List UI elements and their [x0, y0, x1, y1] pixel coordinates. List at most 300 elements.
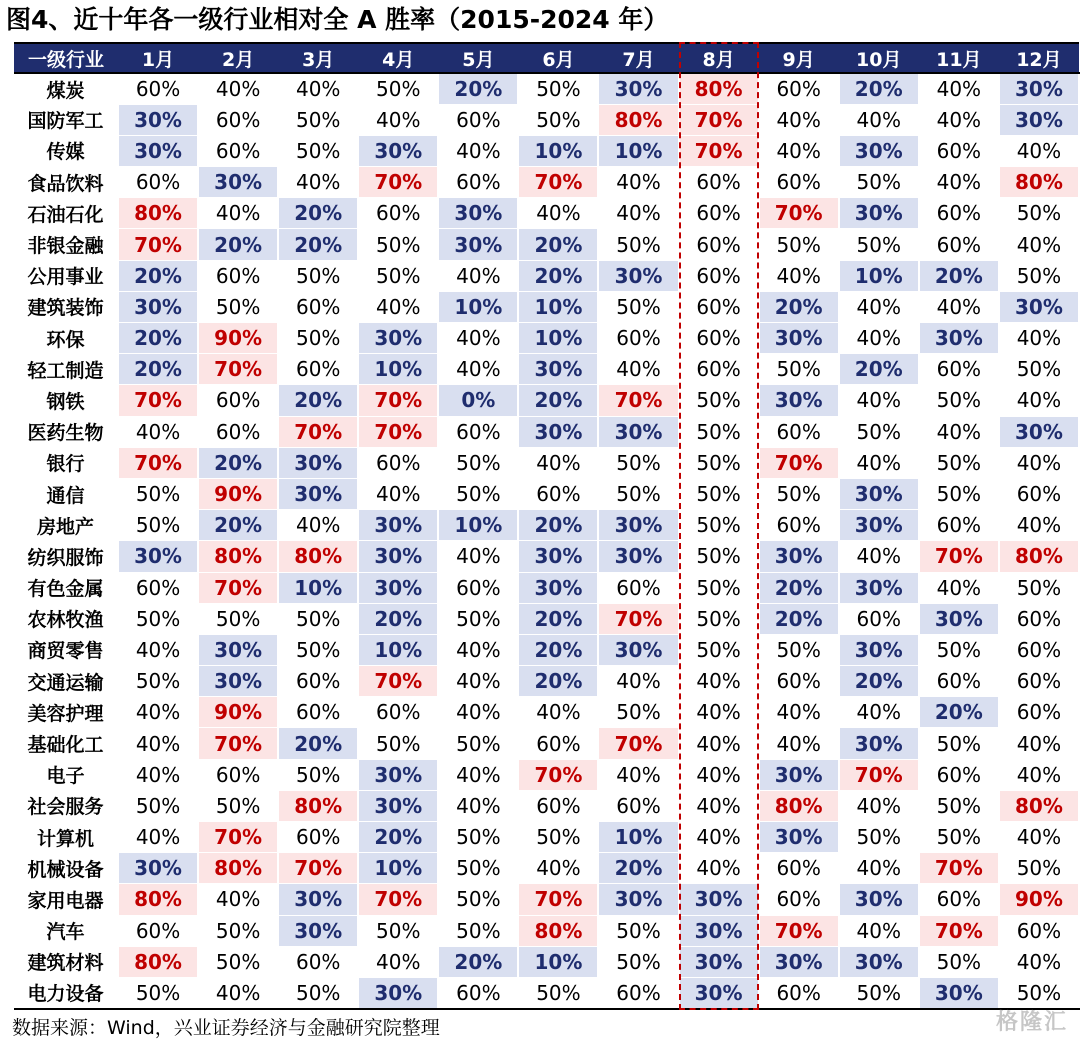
win-rate-cell: 50%	[438, 915, 518, 946]
win-rate-cell: 30%	[118, 135, 198, 166]
win-rate-cell: 80%	[198, 541, 278, 572]
win-rate-cell: 20%	[839, 666, 919, 697]
table-row	[14, 478, 1079, 509]
win-rate-cell: 30%	[358, 541, 438, 572]
table-row	[14, 73, 1079, 104]
win-rate-cell: 20%	[198, 229, 278, 260]
win-rate-cell: 30%	[358, 759, 438, 790]
win-rate-cell: 40%	[198, 884, 278, 915]
industry-name: 纺织服饰	[27, 546, 104, 569]
table-row	[14, 135, 1079, 166]
watermark-logo: 格隆汇	[995, 1010, 1068, 1035]
win-rate-cell: 50%	[118, 510, 198, 541]
win-rate-cell: 60%	[358, 198, 438, 229]
win-rate-cell: 80%	[999, 167, 1079, 198]
win-rate-cell: 40%	[118, 822, 198, 853]
win-rate-cell: 30%	[358, 135, 438, 166]
win-rate-cell: 70%	[278, 853, 358, 884]
win-rate-cell: 60%	[759, 73, 839, 104]
win-rate-cell: 60%	[919, 759, 999, 790]
win-rate-cell: 50%	[999, 977, 1079, 1008]
win-rate-cell: 20%	[759, 572, 839, 603]
win-rate-cell: 40%	[999, 447, 1079, 478]
win-rate-cell: 50%	[278, 104, 358, 135]
win-rate-cell: 60%	[198, 759, 278, 790]
table-row	[14, 323, 1079, 354]
win-rate-cell: 20%	[518, 603, 598, 634]
month-header: 8月	[679, 43, 759, 73]
win-rate-cell: 50%	[919, 790, 999, 821]
win-rate-cell: 30%	[598, 73, 678, 104]
win-rate-cell: 50%	[919, 634, 999, 665]
win-rate-cell: 30%	[438, 229, 518, 260]
win-rate-cell: 40%	[839, 447, 919, 478]
win-rate-cell: 50%	[198, 603, 278, 634]
win-rate-cell: 60%	[759, 510, 839, 541]
industry-name: 石油石化	[27, 203, 104, 226]
win-rate-cell: 30%	[839, 572, 919, 603]
win-rate-cell: 50%	[198, 790, 278, 821]
win-rate-cell: 70%	[518, 884, 598, 915]
win-rate-cell: 60%	[358, 447, 438, 478]
industry-name: 国防军工	[27, 110, 104, 133]
win-rate-cell: 50%	[679, 385, 759, 416]
table-row	[14, 447, 1079, 478]
win-rate-cell: 40%	[759, 104, 839, 135]
win-rate-cell: 60%	[278, 291, 358, 322]
month-header: 11月	[919, 43, 999, 73]
win-rate-cell: 50%	[679, 541, 759, 572]
win-rate-cell: 30%	[999, 291, 1079, 322]
win-rate-cell: 50%	[839, 167, 919, 198]
win-rate-cell: 20%	[118, 323, 198, 354]
win-rate-cell: 40%	[438, 759, 518, 790]
industry-name: 煤炭	[46, 79, 85, 102]
win-rate-cell: 60%	[438, 977, 518, 1008]
industry-name: 建筑装饰	[27, 297, 104, 320]
win-rate-cell: 40%	[759, 135, 839, 166]
win-rate-cell: 20%	[598, 853, 678, 884]
win-rate-cell: 60%	[598, 790, 678, 821]
win-rate-cell: 50%	[999, 572, 1079, 603]
industry-name: 基础化工	[27, 734, 104, 757]
win-rate-cell: 80%	[278, 541, 358, 572]
win-rate-cell: 50%	[759, 229, 839, 260]
month-header: 9月	[759, 43, 839, 73]
win-rate-cell: 30%	[839, 884, 919, 915]
win-rate-cell: 30%	[278, 447, 358, 478]
win-rate-cell: 50%	[919, 385, 999, 416]
win-rate-cell: 40%	[839, 853, 919, 884]
win-rate-cell: 40%	[438, 354, 518, 385]
win-rate-cell: 50%	[198, 946, 278, 977]
win-rate-cell: 30%	[839, 135, 919, 166]
win-rate-cell: 10%	[438, 510, 518, 541]
win-rate-cell: 50%	[919, 447, 999, 478]
win-rate-cell: 50%	[598, 946, 678, 977]
win-rate-cell: 50%	[118, 790, 198, 821]
industry-name: 交通运输	[27, 671, 104, 694]
win-rate-cell: 40%	[598, 666, 678, 697]
industry-name: 钢铁	[46, 390, 85, 413]
win-rate-cell: 60%	[358, 697, 438, 728]
table-row	[14, 884, 1079, 915]
win-rate-cell: 60%	[118, 73, 198, 104]
industry-name: 商贸零售	[27, 640, 104, 663]
industry-name: 电子	[46, 765, 85, 788]
industry-name: 机械设备	[27, 858, 104, 881]
win-rate-cell: 60%	[278, 354, 358, 385]
industry-name: 轻工制造	[27, 359, 104, 382]
win-rate-cell: 90%	[198, 478, 278, 509]
win-rate-cell: 20%	[759, 291, 839, 322]
win-rate-cell: 70%	[358, 666, 438, 697]
win-rate-cell: 40%	[919, 572, 999, 603]
chart-title: 图4、近十年各一级行业相对全 A 胜率（2015-2024 年）	[6, 5, 669, 34]
win-rate-cell: 60%	[919, 135, 999, 166]
industry-name: 传媒	[46, 141, 85, 164]
win-rate-cell: 50%	[518, 822, 598, 853]
win-rate-cell: 60%	[999, 915, 1079, 946]
win-rate-cell: 40%	[679, 697, 759, 728]
table-row	[14, 416, 1079, 447]
win-rate-cell: 20%	[118, 260, 198, 291]
win-rate-cell: 30%	[839, 634, 919, 665]
win-rate-cell: 30%	[278, 884, 358, 915]
win-rate-cell: 60%	[598, 572, 678, 603]
table-row	[14, 104, 1079, 135]
win-rate-cell: 20%	[839, 73, 919, 104]
win-rate-cell: 70%	[198, 728, 278, 759]
win-rate-cell: 30%	[919, 977, 999, 1008]
win-rate-cell: 40%	[278, 167, 358, 198]
win-rate-cell: 40%	[438, 634, 518, 665]
win-rate-cell: 30%	[198, 666, 278, 697]
win-rate-cell: 50%	[358, 260, 438, 291]
win-rate-cell: 30%	[198, 167, 278, 198]
table-row	[14, 510, 1079, 541]
table-row	[14, 229, 1079, 260]
win-rate-cell: 30%	[278, 915, 358, 946]
win-rate-cell: 60%	[438, 572, 518, 603]
win-rate-cell: 40%	[919, 416, 999, 447]
win-rate-cell: 40%	[759, 728, 839, 759]
table-row	[14, 853, 1079, 884]
win-rate-cell: 60%	[679, 354, 759, 385]
win-rate-cell: 30%	[438, 198, 518, 229]
win-rate-cell: 60%	[839, 603, 919, 634]
industry-name: 公用事业	[27, 266, 104, 289]
industry-name: 通信	[46, 484, 85, 507]
win-rate-cell: 70%	[118, 447, 198, 478]
win-rate-cell: 40%	[198, 198, 278, 229]
table-row	[14, 291, 1079, 322]
win-rate-cell: 50%	[118, 603, 198, 634]
win-rate-cell: 10%	[358, 853, 438, 884]
win-rate-cell: 50%	[598, 229, 678, 260]
win-rate-cell: 40%	[999, 229, 1079, 260]
win-rate-cell: 40%	[999, 728, 1079, 759]
win-rate-cell: 30%	[839, 728, 919, 759]
win-rate-cell: 50%	[438, 447, 518, 478]
table-row	[14, 260, 1079, 291]
win-rate-cell: 30%	[598, 884, 678, 915]
win-rate-cell: 50%	[999, 354, 1079, 385]
win-rate-cell: 60%	[518, 478, 598, 509]
win-rate-cell: 50%	[839, 416, 919, 447]
win-rate-cell: 50%	[999, 853, 1079, 884]
win-rate-cell: 40%	[518, 697, 598, 728]
month-header: 3月	[278, 43, 358, 73]
win-rate-cell: 40%	[278, 73, 358, 104]
win-rate-cell: 50%	[438, 822, 518, 853]
win-rate-cell: 70%	[759, 198, 839, 229]
win-rate-cell: 50%	[919, 946, 999, 977]
win-rate-cell: 50%	[118, 977, 198, 1008]
win-rate-cell: 60%	[679, 291, 759, 322]
win-rate-cell: 50%	[278, 323, 358, 354]
win-rate-cell: 80%	[118, 198, 198, 229]
win-rate-cell: 70%	[759, 915, 839, 946]
win-rate-cell: 50%	[759, 354, 839, 385]
win-rate-cell: 40%	[518, 198, 598, 229]
win-rate-cell: 50%	[839, 822, 919, 853]
win-rate-cell: 20%	[518, 260, 598, 291]
win-rate-cell: 30%	[358, 323, 438, 354]
win-rate-cell: 20%	[518, 229, 598, 260]
win-rate-cell: 60%	[919, 666, 999, 697]
table-row	[14, 946, 1079, 977]
win-rate-cell: 40%	[118, 728, 198, 759]
win-rate-cell: 60%	[999, 666, 1079, 697]
win-rate-cell: 60%	[759, 167, 839, 198]
month-header: 1月	[118, 43, 198, 73]
industry-name: 非银金融	[27, 235, 104, 258]
win-rate-cell: 40%	[518, 447, 598, 478]
win-rate-cell: 50%	[198, 291, 278, 322]
win-rate-cell: 60%	[759, 884, 839, 915]
win-rate-cell: 50%	[358, 73, 438, 104]
win-rate-cell: 80%	[999, 541, 1079, 572]
win-rate-cell: 50%	[759, 478, 839, 509]
table-row	[14, 634, 1079, 665]
win-rate-cell: 30%	[759, 759, 839, 790]
win-rate-cell: 40%	[518, 853, 598, 884]
win-rate-cell: 40%	[198, 977, 278, 1008]
win-rate-cell: 40%	[598, 198, 678, 229]
win-rate-cell: 60%	[999, 634, 1079, 665]
win-rate-cell: 50%	[358, 915, 438, 946]
win-rate-cell: 30%	[518, 541, 598, 572]
win-rate-cell: 70%	[518, 759, 598, 790]
win-rate-cell: 50%	[679, 572, 759, 603]
win-rate-cell: 30%	[679, 946, 759, 977]
win-rate-cell: 30%	[598, 510, 678, 541]
win-rate-cell: 60%	[679, 229, 759, 260]
month-header: 6月	[518, 43, 598, 73]
win-rate-cell: 40%	[839, 385, 919, 416]
win-rate-cell: 30%	[278, 478, 358, 509]
win-rate-cell: 40%	[118, 697, 198, 728]
win-rate-cell: 60%	[118, 572, 198, 603]
table-row	[14, 915, 1079, 946]
win-rate-cell: 30%	[679, 977, 759, 1008]
win-rate-cell: 90%	[198, 323, 278, 354]
win-rate-cell: 50%	[759, 634, 839, 665]
win-rate-cell: 50%	[518, 73, 598, 104]
win-rate-cell: 50%	[518, 104, 598, 135]
month-header: 7月	[598, 43, 678, 73]
win-rate-cell: 10%	[518, 946, 598, 977]
win-rate-cell: 20%	[118, 354, 198, 385]
win-rate-cell: 50%	[358, 229, 438, 260]
win-rate-cell: 10%	[358, 634, 438, 665]
win-rate-cell: 40%	[839, 790, 919, 821]
win-rate-cell: 60%	[438, 104, 518, 135]
win-rate-cell: 60%	[919, 229, 999, 260]
month-header: 10月	[839, 43, 919, 73]
win-rate-cell: 40%	[118, 416, 198, 447]
table-header-row	[14, 43, 1079, 73]
win-rate-cell: 30%	[679, 915, 759, 946]
win-rate-cell: 20%	[438, 73, 518, 104]
win-rate-cell: 30%	[679, 884, 759, 915]
win-rate-cell: 60%	[679, 167, 759, 198]
win-rate-cell: 40%	[919, 167, 999, 198]
win-rate-cell: 20%	[919, 260, 999, 291]
win-rate-cell: 70%	[358, 167, 438, 198]
win-rate-cell: 60%	[118, 167, 198, 198]
table-row	[14, 666, 1079, 697]
win-rate-cell: 40%	[919, 291, 999, 322]
win-rate-cell: 40%	[679, 853, 759, 884]
win-rate-cell: 70%	[679, 135, 759, 166]
industry-name: 食品饮料	[27, 172, 104, 195]
win-rate-cell: 40%	[839, 104, 919, 135]
table-row	[14, 728, 1079, 759]
win-rate-cell: 40%	[598, 354, 678, 385]
win-rate-cell: 60%	[198, 385, 278, 416]
table-row	[14, 822, 1079, 853]
win-rate-cell: 40%	[278, 510, 358, 541]
win-rate-cell: 50%	[438, 478, 518, 509]
win-rate-cell: 80%	[759, 790, 839, 821]
industry-name: 有色金属	[27, 578, 104, 601]
win-rate-cell: 40%	[438, 135, 518, 166]
win-rate-cell: 30%	[839, 510, 919, 541]
win-rate-cell: 60%	[759, 666, 839, 697]
win-rate-cell: 60%	[598, 977, 678, 1008]
table-row	[14, 385, 1079, 416]
win-rate-cell: 30%	[598, 416, 678, 447]
win-rate-table-container	[14, 42, 1080, 1011]
win-rate-table	[14, 42, 1080, 1010]
win-rate-cell: 50%	[679, 416, 759, 447]
win-rate-cell: 40%	[839, 323, 919, 354]
win-rate-cell: 40%	[999, 946, 1079, 977]
win-rate-cell: 50%	[118, 478, 198, 509]
win-rate-cell: 40%	[118, 634, 198, 665]
win-rate-cell: 40%	[839, 915, 919, 946]
win-rate-cell: 30%	[518, 416, 598, 447]
win-rate-cell: 40%	[999, 135, 1079, 166]
win-rate-cell: 30%	[759, 323, 839, 354]
win-rate-cell: 40%	[438, 541, 518, 572]
table-row	[14, 697, 1079, 728]
win-rate-cell: 20%	[438, 946, 518, 977]
win-rate-cell: 20%	[278, 229, 358, 260]
win-rate-cell: 70%	[118, 229, 198, 260]
win-rate-cell: 60%	[919, 198, 999, 229]
win-rate-cell: 50%	[438, 853, 518, 884]
win-rate-cell: 50%	[919, 728, 999, 759]
win-rate-cell: 30%	[518, 354, 598, 385]
win-rate-cell: 20%	[839, 354, 919, 385]
win-rate-cell: 40%	[438, 697, 518, 728]
win-rate-cell: 30%	[999, 416, 1079, 447]
table-row	[14, 759, 1079, 790]
win-rate-cell: 40%	[358, 478, 438, 509]
win-rate-cell: 10%	[518, 291, 598, 322]
win-rate-cell: 90%	[999, 884, 1079, 915]
win-rate-cell: 50%	[278, 603, 358, 634]
win-rate-cell: 60%	[438, 167, 518, 198]
win-rate-cell: 50%	[919, 822, 999, 853]
win-rate-cell: 30%	[358, 977, 438, 1008]
win-rate-cell: 40%	[759, 260, 839, 291]
win-rate-cell: 20%	[198, 447, 278, 478]
industry-name: 建筑材料	[27, 952, 104, 975]
win-rate-cell: 40%	[919, 73, 999, 104]
win-rate-cell: 40%	[999, 822, 1079, 853]
win-rate-cell: 30%	[358, 572, 438, 603]
win-rate-cell: 40%	[118, 759, 198, 790]
source-note: 数据来源：Wind，兴业证券经济与金融研究院整理	[12, 1017, 440, 1039]
industry-name: 电力设备	[14, 977, 118, 1008]
win-rate-cell: 60%	[999, 697, 1079, 728]
win-rate-cell: 50%	[598, 447, 678, 478]
win-rate-cell: 70%	[358, 416, 438, 447]
win-rate-cell: 40%	[438, 260, 518, 291]
win-rate-cell: 40%	[598, 759, 678, 790]
win-rate-cell: 60%	[118, 915, 198, 946]
row-header-label: 一级行业	[14, 43, 118, 73]
industry-name: 家用电器	[27, 889, 104, 912]
win-rate-cell: 10%	[278, 572, 358, 603]
win-rate-cell: 50%	[679, 447, 759, 478]
win-rate-cell: 40%	[198, 73, 278, 104]
win-rate-cell: 40%	[358, 291, 438, 322]
win-rate-cell: 70%	[198, 572, 278, 603]
industry-name: 计算机	[36, 827, 94, 850]
win-rate-cell: 50%	[679, 634, 759, 665]
win-rate-cell: 20%	[198, 510, 278, 541]
win-rate-cell: 90%	[198, 697, 278, 728]
win-rate-cell: 20%	[518, 666, 598, 697]
month-header: 2月	[198, 43, 278, 73]
industry-name: 农林牧渔	[27, 609, 104, 632]
win-rate-cell: 60%	[759, 416, 839, 447]
win-rate-cell: 70%	[118, 385, 198, 416]
win-rate-cell: 50%	[919, 478, 999, 509]
win-rate-cell: 70%	[358, 385, 438, 416]
win-rate-cell: 60%	[198, 260, 278, 291]
win-rate-cell: 40%	[839, 291, 919, 322]
win-rate-cell: 70%	[598, 728, 678, 759]
win-rate-cell: 60%	[679, 198, 759, 229]
win-rate-cell: 70%	[198, 822, 278, 853]
win-rate-cell: 10%	[518, 323, 598, 354]
